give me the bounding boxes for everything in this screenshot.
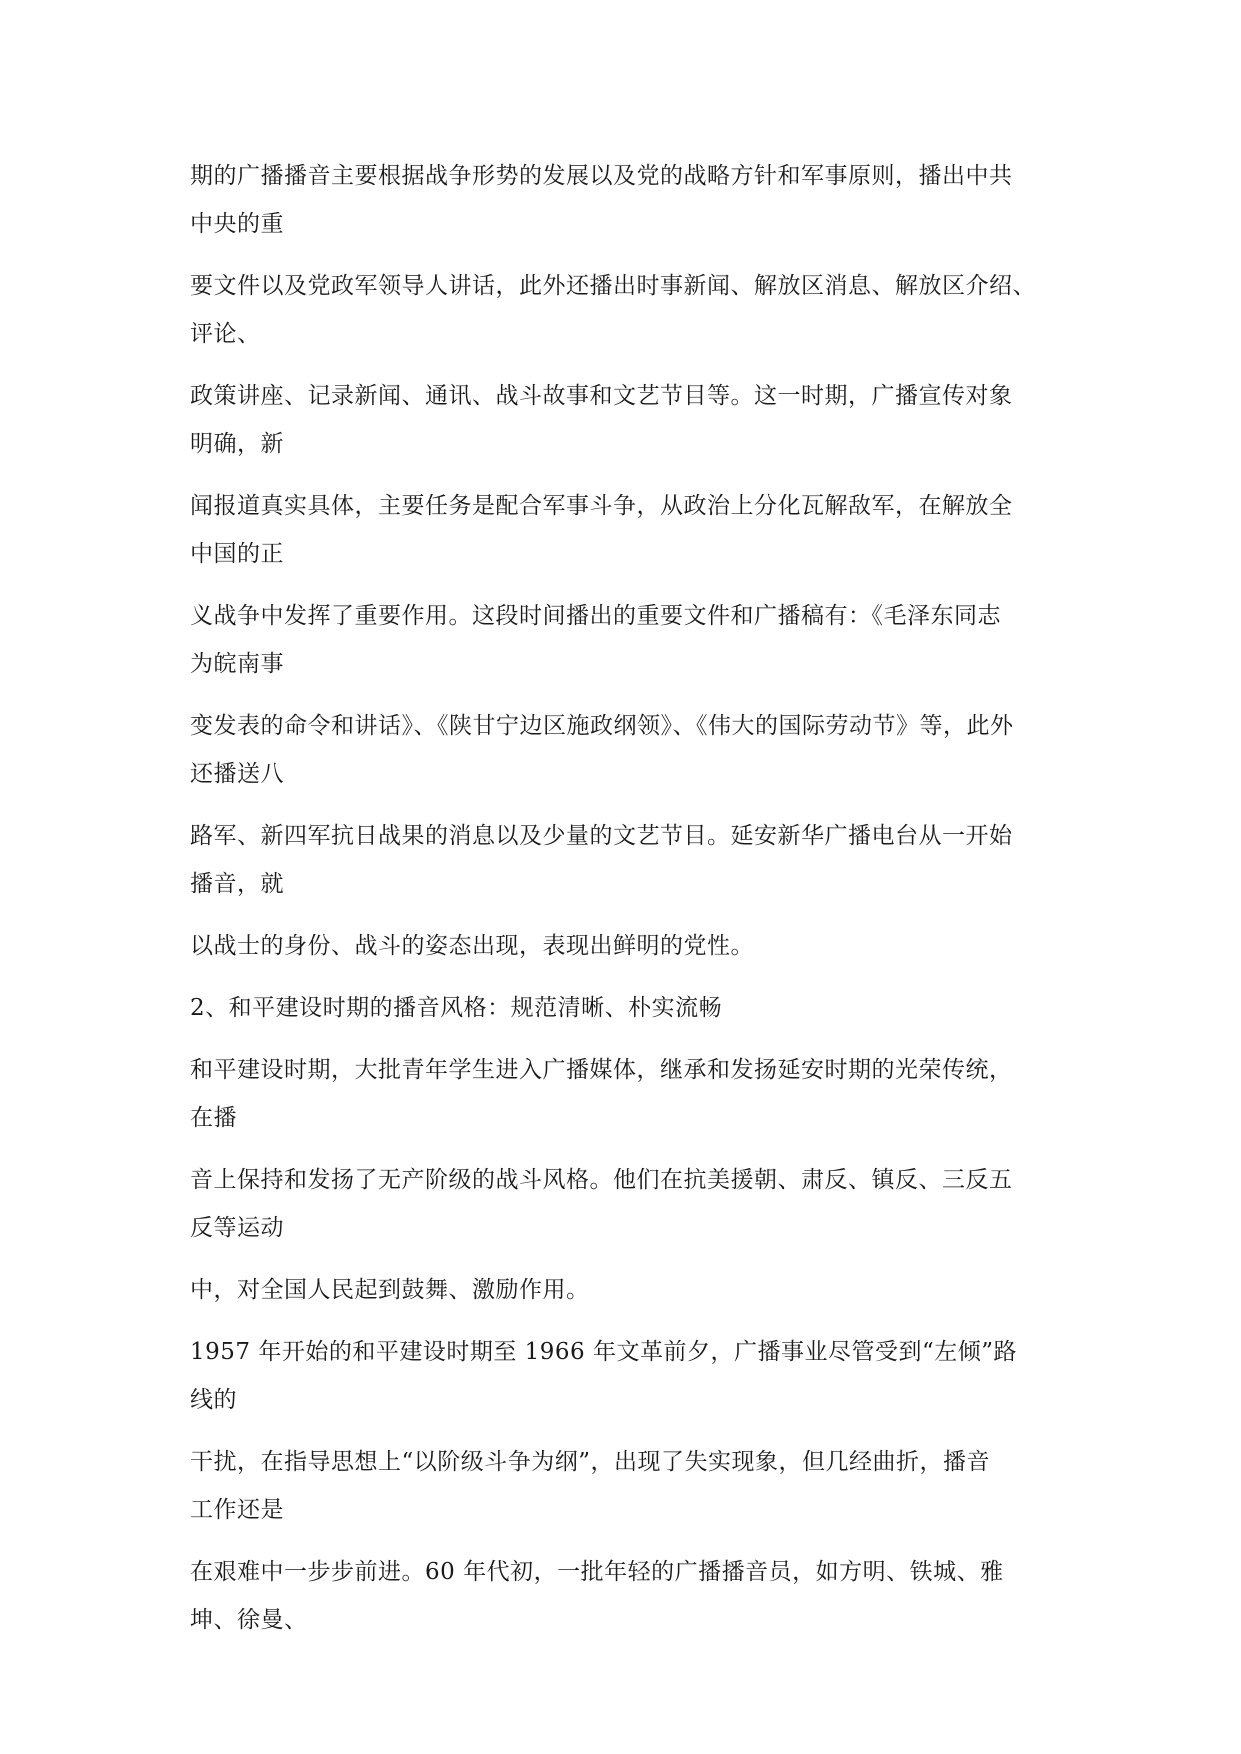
- text-line: 在播: [190, 1105, 237, 1131]
- paragraph: [190, 1328, 1070, 1424]
- paragraph: [190, 482, 1070, 578]
- heading-line: 2、和平建设时期的播音风格：规范清晰、朴实流畅: [190, 995, 723, 1021]
- text-line: 评论、: [190, 321, 261, 347]
- paragraph: [190, 1156, 1070, 1252]
- paragraph: [190, 1548, 1070, 1644]
- text-line: 中，对全国人民起到鼓舞、激励作用。: [190, 1277, 590, 1303]
- text-line: 要文件以及党政军领导人讲话，此外还播出时事新闻、解放区消息、解放区介绍、: [190, 273, 1036, 299]
- text-line: 路军、新四军抗日战果的消息以及少量的文艺节目。延安新华广播电台从一开始: [190, 823, 1013, 849]
- paragraph: [190, 1266, 1070, 1314]
- paragraph: [190, 812, 1070, 908]
- text-line: 1957 年开始的和平建设时期至 1966 年文革前夕，广播事业尽管受到“左倾”路: [190, 1339, 1018, 1365]
- paragraph: [190, 702, 1070, 798]
- section-heading: [190, 984, 1070, 1032]
- text-line: 为皖南事: [190, 651, 284, 677]
- text-line: 播音，就: [190, 871, 284, 897]
- text-line: 在艰难中一步步前进。60 年代初，一批年轻的广播播音员，如方明、铁城、雅: [190, 1559, 1004, 1585]
- paragraph: [190, 372, 1070, 468]
- text-line: 变发表的命令和讲话》、《陕甘宁边区施政纲领》、《伟大的国际劳动节》等，此外: [190, 713, 1014, 739]
- text-line: 以战士的身份、战斗的姿态出现，表现出鲜明的党性。: [190, 933, 754, 959]
- text-line: 干扰，在指导思想上“以阶级斗争为纲”，出现了失实现象，但几经曲折，播音: [190, 1449, 991, 1475]
- text-line: 期的广播播音主要根据战争形势的发展以及党的战略方针和军事原则，播出中共: [190, 163, 1013, 189]
- paragraph: [190, 152, 1070, 248]
- paragraph: [190, 1438, 1070, 1534]
- paragraph: [190, 922, 1070, 970]
- text-line: 反等运动: [190, 1215, 284, 1241]
- paragraph: [190, 592, 1070, 688]
- text-line: 工作还是: [190, 1497, 284, 1523]
- text-line: 政策讲座、记录新闻、通讯、战斗故事和文艺节目等。这一时期，广播宣传对象: [190, 383, 1013, 409]
- text-line: 和平建设时期，大批青年学生进入广播媒体，继承和发扬延安时期的光荣传统，: [190, 1057, 1013, 1083]
- text-line: 中国的正: [190, 541, 284, 567]
- text-line: 明确，新: [190, 431, 284, 457]
- paragraph: [190, 262, 1070, 358]
- text-line: 线的: [190, 1387, 237, 1413]
- text-line: 坤、徐曼、: [190, 1607, 308, 1633]
- paragraph: [190, 1046, 1070, 1142]
- text-line: 还播送八: [190, 761, 284, 787]
- text-line: 音上保持和发扬了无产阶级的战斗风格。他们在抗美援朝、肃反、镇反、三反五: [190, 1167, 1013, 1193]
- text-line: 义战争中发挥了重要作用。这段时间播出的重要文件和广播稿有：《毛泽东同志: [190, 603, 1001, 629]
- text-line: 闻报道真实具体，主要任务是配合军事斗争，从政治上分化瓦解敌军，在解放全: [190, 493, 1013, 519]
- document-body: [190, 152, 1070, 1644]
- text-line: 中央的重: [190, 211, 284, 237]
